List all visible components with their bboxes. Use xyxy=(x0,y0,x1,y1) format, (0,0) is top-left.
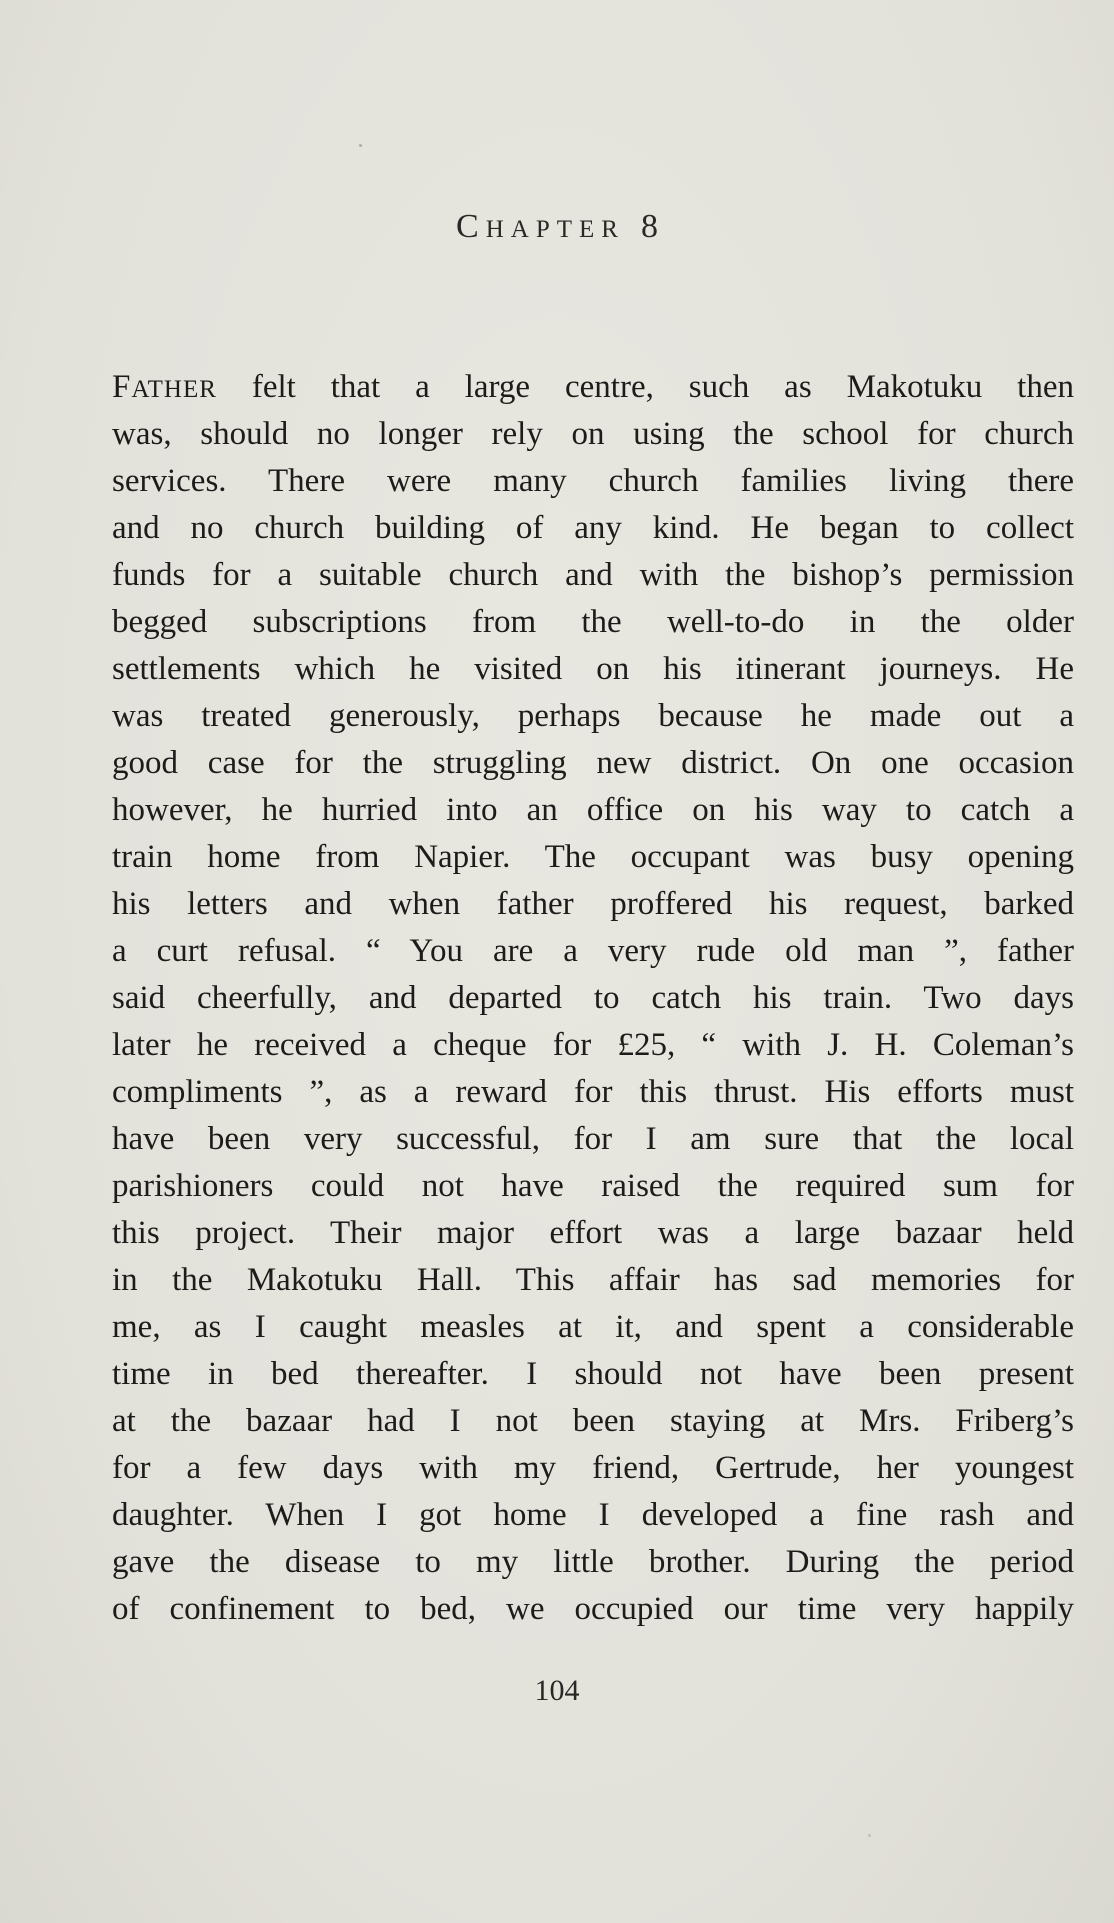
page-number: 104 xyxy=(534,1674,580,1707)
chapter-heading-word: HAPTER xyxy=(485,216,625,243)
paragraph-line: was treated generously, perhaps because he made out a xyxy=(112,698,1074,734)
chapter-heading-initial: C xyxy=(456,208,486,245)
paragraph-line: and no church building of any kind. He began to collect xyxy=(112,510,1074,546)
lead-word: FATHER xyxy=(112,369,217,405)
paragraph-line: later he received a cheque for £25, “ with J. H. Coleman’s xyxy=(112,1027,1074,1063)
paragraph-line: of confinement to bed, we occupied our time very happily xyxy=(112,1591,1074,1627)
paragraph-line: services. There were many church families living there xyxy=(112,463,1074,499)
paragraph-line: in the Makotuku Hall. This affair has sad memories for xyxy=(112,1262,1074,1298)
paragraph-line: train home from Napier. The occupant was busy opening xyxy=(112,839,1074,875)
paragraph-line: settlements which he visited on his itinerant journeys. He xyxy=(112,651,1074,687)
paper-speck xyxy=(868,1834,871,1837)
paper-speck xyxy=(359,144,362,147)
paragraph-line: his letters and when father proffered his request, barked xyxy=(112,886,1074,922)
paragraph-line: at the bazaar had I not been staying at Mrs. Friberg’s xyxy=(112,1403,1074,1439)
paragraph-line: time in bed thereafter. I should not have been present xyxy=(112,1356,1074,1392)
paragraph-line: however, he hurried into an office on his way to catch a xyxy=(112,792,1074,828)
paragraph-line: compliments ”, as a reward for this thrust. His efforts must xyxy=(112,1074,1074,1110)
paragraph-line: said cheerfully, and departed to catch his train. Two days xyxy=(112,980,1074,1016)
chapter-body-paragraph xyxy=(112,364,1074,1633)
paragraph-line: begged subscriptions from the well-to-do in the older xyxy=(112,604,1074,640)
paragraph-line: FATHER felt that a large centre, such as Makotuku then xyxy=(112,369,1074,405)
paragraph-line: me, as I caught measles at it, and spent a considerable xyxy=(112,1309,1074,1345)
paragraph-line: gave the disease to my little brother. During the period xyxy=(112,1544,1074,1580)
paragraph-line: a curt refusal. “ You are a very rude old man ”, father xyxy=(112,933,1074,969)
chapter-heading xyxy=(0,208,1114,246)
paragraph-line: this project. Their major effort was a large bazaar held xyxy=(112,1215,1074,1251)
paragraph-line: funds for a suitable church and with the bishop’s permission xyxy=(112,557,1074,593)
paragraph-line: for a few days with my friend, Gertrude, her youngest xyxy=(112,1450,1074,1486)
paragraph-line: was, should no longer rely on using the school for church xyxy=(112,416,1074,452)
paragraph-line: daughter. When I got home I developed a fine rash and xyxy=(112,1497,1074,1533)
chapter-number: 8 xyxy=(640,208,658,245)
paragraph-line: have been very successful, for I am sure that the local xyxy=(112,1121,1074,1157)
paragraph-line: good case for the struggling new district. On one occasion xyxy=(112,745,1074,781)
paragraph-line: parishioners could not have raised the required sum for xyxy=(112,1168,1074,1204)
